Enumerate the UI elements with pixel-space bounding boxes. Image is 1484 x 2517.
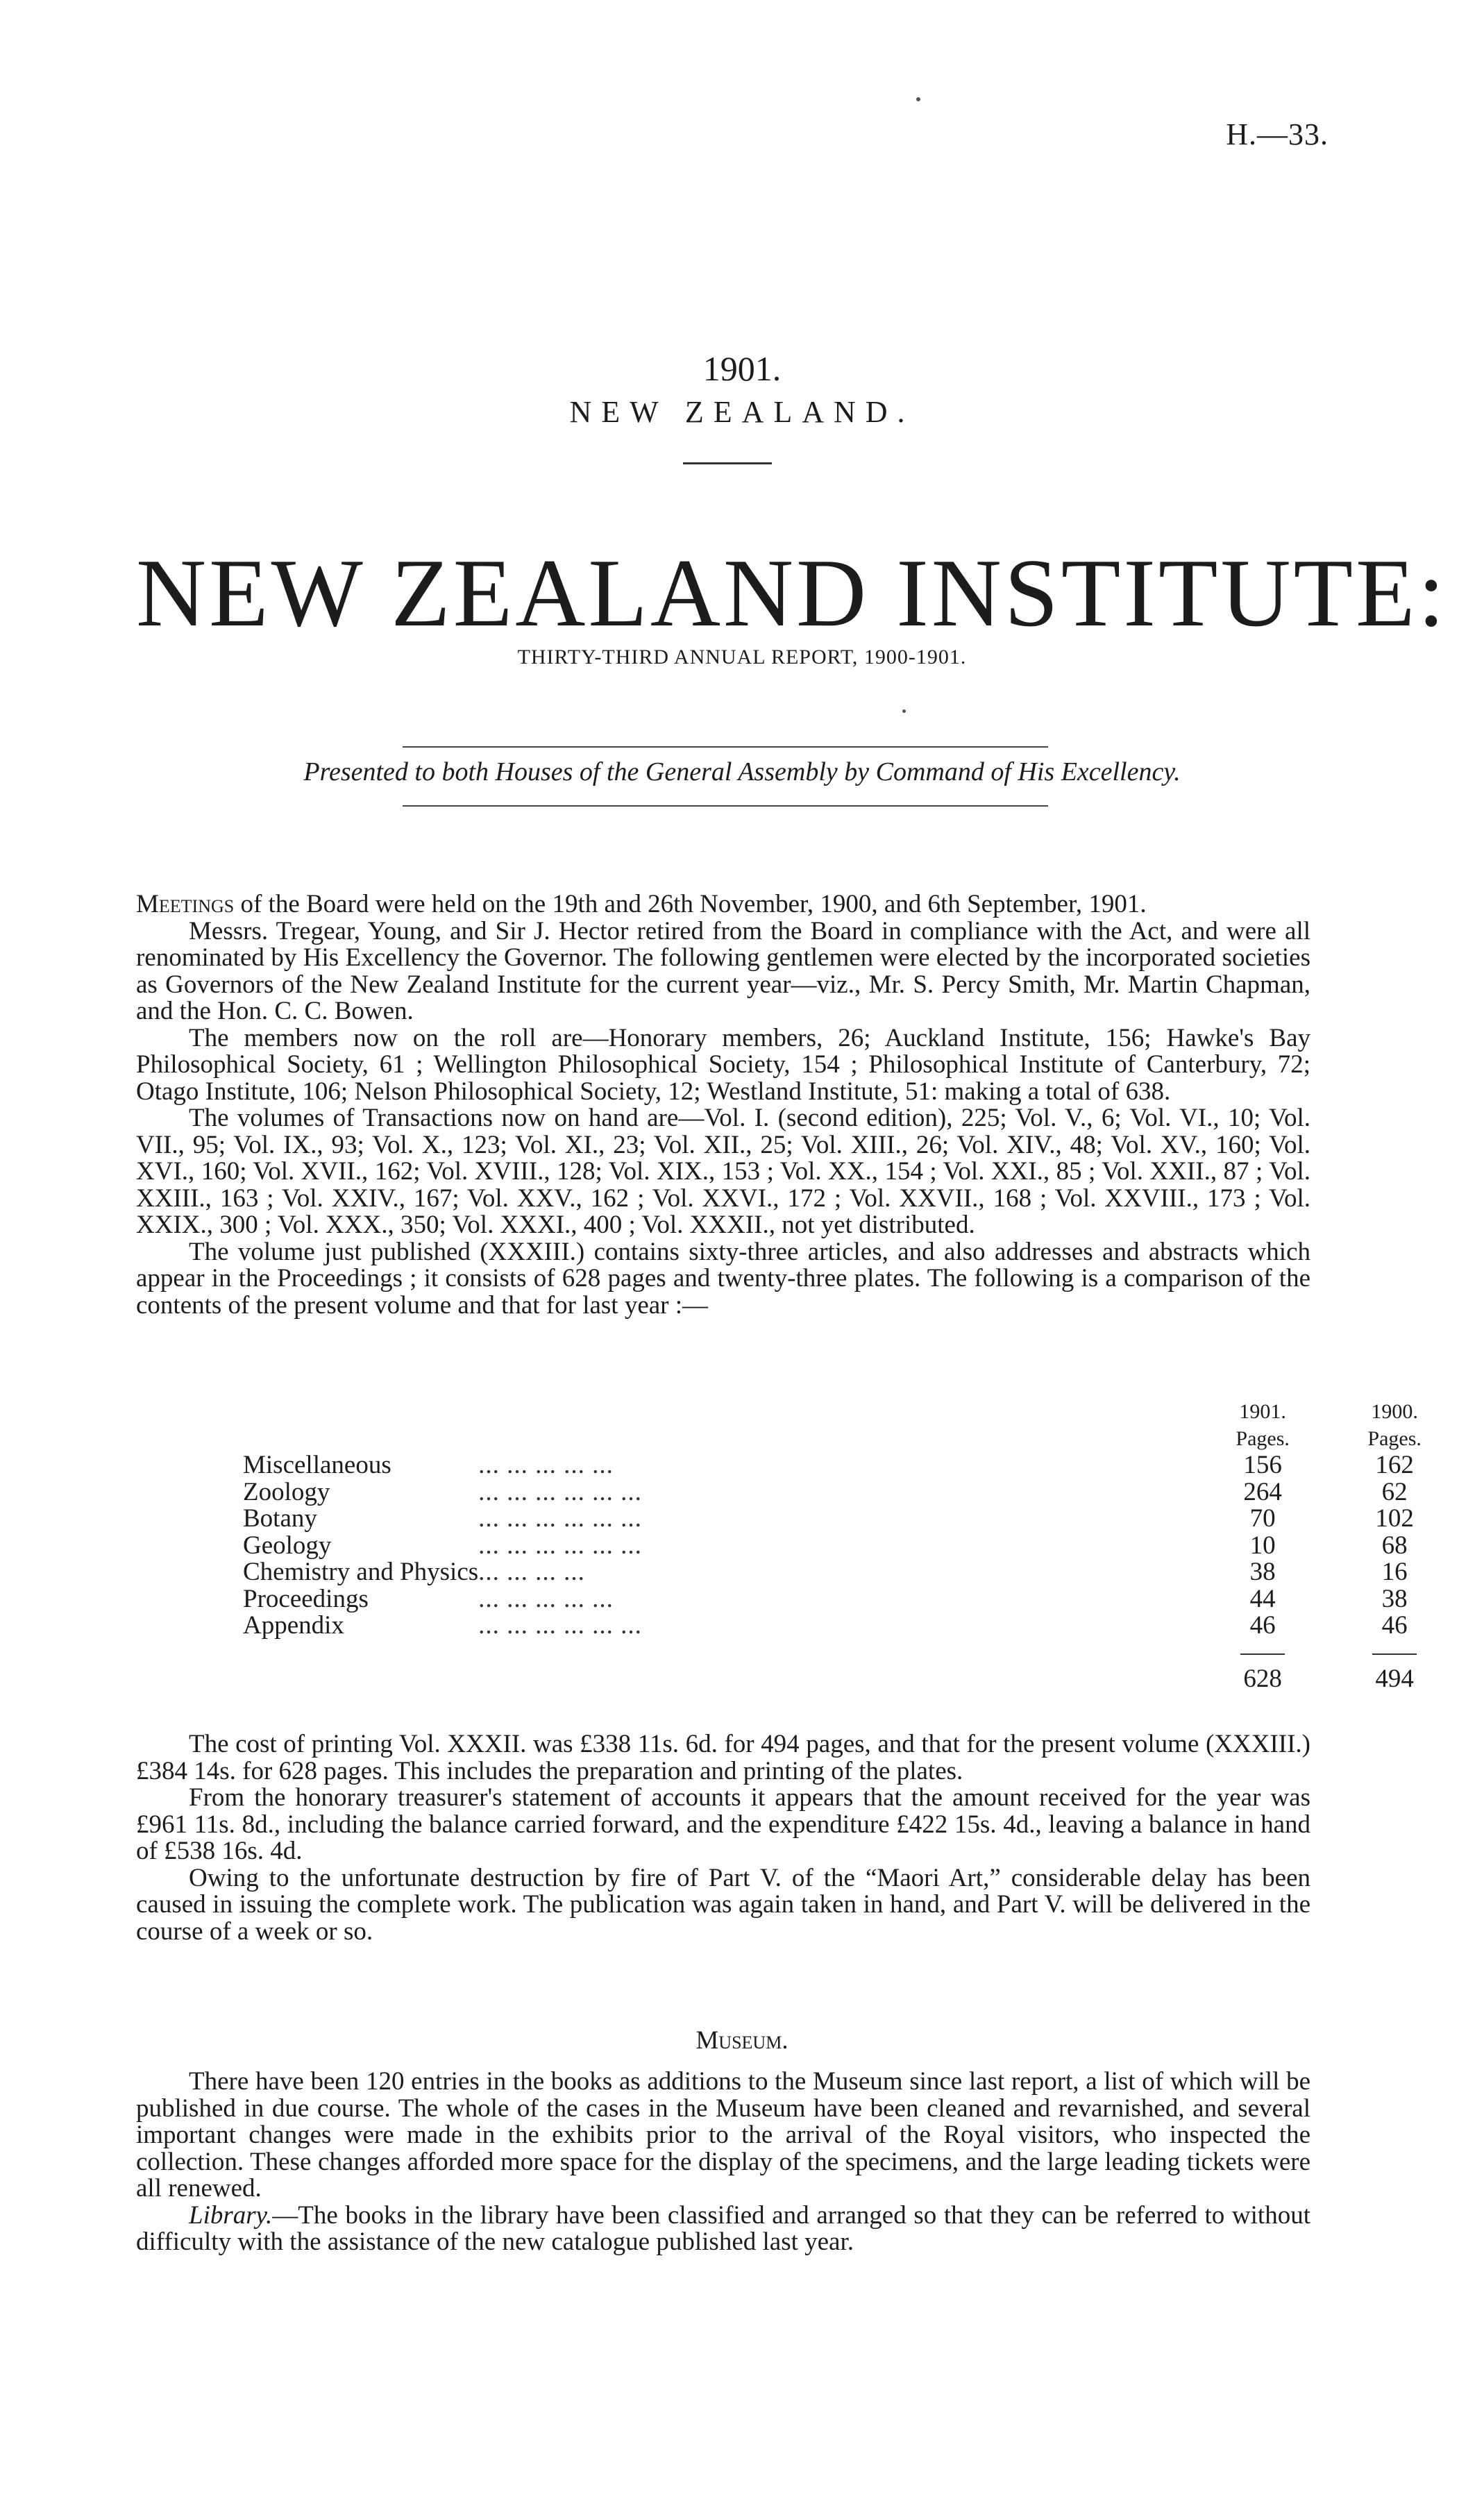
- value-1900: 162: [1375, 1451, 1414, 1479]
- table-row: [243, 1586, 1436, 1613]
- country-heading: NEW ZEALAND.: [569, 395, 915, 429]
- value-1901: 44: [1249, 1584, 1276, 1613]
- treasurer-paragraph: From the honorary treasurer's statement of accounts it appears that the amount received for the year was £961 11s. 8d., including the balance carried forward, and the expenditure £422 15s. 4d., leaving a balance in hand of £538 16s. 4d.: [136, 1783, 1310, 1865]
- value-1901: 70: [1249, 1504, 1276, 1533]
- table-row: [243, 1479, 1436, 1506]
- upper-divider: [403, 746, 1048, 748]
- value-1901: 156: [1243, 1451, 1282, 1479]
- maori-art-paragraph: Owing to the unfortunate destruction by fire of Part V. of the “Maori Art,” considerable delay has been caused in issuing the complete work. The publication was again taken in hand, and Part V. will be delivered in the course of a week or so.: [136, 1863, 1310, 1946]
- members-paragraph: The members now on the roll are—Honorary members, 26; Auckland Institute, 156; Hawke's Bay Philosophical Society, 61 ; Wellington Philosophical Society, 154 ; Philosophical Institute of Canterbury, 72; Otago Institute, 106; Nelson Philosophical Society, 12; Westland Institute, 51: making a total of 638.: [136, 1023, 1310, 1106]
- library-label: Library.: [189, 2200, 273, 2230]
- presentation-line: Presented to both Houses of the General Assembly by Command of His Excellency.: [303, 757, 1181, 786]
- value-1900: 16: [1381, 1558, 1408, 1586]
- museum-entries-paragraph: There have been 120 entries in the books as additions to the Museum since last report, a list of which will be published in due course. The whole of the cases in the Museum have been cleaned and revarnished, and several important changes were made in the exhibits prior to the arrival of the Royal visitors, who inspected the collection. These changes afforded more space for the display of the specimens, and the large leading tickets were all renewed.: [136, 2067, 1310, 2203]
- library-text: —The books in the library have been classified and arranged so that they can be referred to without difficulty with the assistance of the new catalogue published last year.: [136, 2200, 1310, 2256]
- row-dots: ... ... ... ...: [478, 1558, 585, 1586]
- row-label: Zoology: [243, 1477, 330, 1506]
- row-label: Miscellaneous: [243, 1451, 391, 1479]
- museum-section: [136, 2069, 1310, 2256]
- value-1900: 68: [1381, 1531, 1408, 1560]
- report-year: 1901.: [702, 349, 782, 388]
- row-dots: ... ... ... ... ...: [478, 1584, 614, 1613]
- row-dots: ... ... ... ... ... ...: [478, 1531, 642, 1560]
- finance-section: [136, 1731, 1310, 1945]
- row-dots: ... ... ... ... ... ...: [478, 1477, 642, 1506]
- print-speck: [916, 97, 920, 101]
- table-header-units: [243, 1426, 1436, 1453]
- value-1901: 46: [1249, 1611, 1276, 1640]
- sum-rule-1900: [1372, 1653, 1417, 1655]
- row-label: Geology: [243, 1531, 332, 1560]
- page-reference: H.—33.: [1226, 117, 1329, 151]
- meetings-lead: Meetings: [136, 890, 235, 918]
- volumes-paragraph: The volumes of Transactions now on hand are—Vol. I. (second edition), 225; Vol. V., 6; Vol. VI., 10; Vol. VII., 95; Vol. IX., 93; Vol. X., 123; Vol. XI., 23; Vol. XII., 25; Vol. XIII., 26; Vol. XIV., 48; Vol. XV., 160; Vol. XVI., 160; Vol. XVII., 162; Vol. XVIII., 128; Vol. XIX., 153 ; Vol. XX., 154 ; Vol. XXI., 85 ; Vol. XXII., 87 ; Vol. XXIII., 163 ; Vol. XXIV., 167; Vol. XXV., 162 ; Vol. XXVI., 172 ; Vol. XXVII., 168 ; Vol. XXVIII., 173 ; Vol. XXIX., 300 ; Vol. XXX., 350; Vol. XXXI., 400 ; Vol. XXXII., not yet distributed.: [136, 1104, 1310, 1239]
- table-header-years: [243, 1399, 1436, 1426]
- lower-divider: [403, 805, 1048, 807]
- col-1900-unit: Pages.: [1367, 1426, 1422, 1450]
- sum-rule-row: [243, 1640, 1436, 1667]
- volume-published-paragraph: The volume just published (XXXIII.) contains sixty-three articles, and also addresses and abstracts which appear in the Proceedings ; it consists of 628 pages and twenty-three plates. The following is a comparison of the contents of the present volume and that for last year :—: [136, 1237, 1310, 1320]
- sum-rule-1901: [1240, 1653, 1285, 1655]
- total-1900: 494: [1375, 1665, 1414, 1693]
- table-row: [243, 1559, 1436, 1586]
- value-1900: 46: [1381, 1611, 1408, 1640]
- meetings-text: of the Board were held on the 19th and 26th November, 1900, and 6th September, 1901.: [234, 890, 1147, 918]
- col-1900-year: 1900.: [1371, 1400, 1418, 1423]
- short-divider: [683, 462, 772, 464]
- meetings-paragraph: [136, 891, 1310, 918]
- museum-heading: Museum.: [695, 2026, 789, 2055]
- row-dots: ... ... ... ... ...: [478, 1451, 614, 1479]
- retirements-paragraph: Messrs. Tregear, Young, and Sir J. Hector retired from the Board in compliance with the Act, and were all renominated by His Excellency the Governor. The following gentlemen were elected by the incorporated societies as Governors of the New Zealand Institute for the current year—viz., Mr. S. Percy Smith, Mr. Martin Chapman, and the Hon. C. C. Bowen.: [136, 916, 1310, 1025]
- value-1901: 10: [1249, 1531, 1276, 1560]
- value-1900: 38: [1381, 1584, 1408, 1613]
- value-1901: 264: [1243, 1477, 1282, 1506]
- value-1901: 38: [1249, 1558, 1276, 1586]
- row-dots: ... ... ... ... ... ...: [478, 1611, 642, 1640]
- value-1900: 62: [1381, 1477, 1408, 1506]
- row-label: Proceedings: [243, 1584, 369, 1613]
- print-speck: [902, 709, 906, 713]
- table-row: [243, 1506, 1436, 1533]
- totals-row: [243, 1666, 1436, 1693]
- row-label: Chemistry and Physics: [243, 1558, 479, 1586]
- table-row: [243, 1533, 1436, 1560]
- library-paragraph: [136, 2200, 1310, 2256]
- report-subtitle: THIRTY-THIRD ANNUAL REPORT, 1900-1901.: [517, 646, 967, 668]
- value-1900: 102: [1375, 1504, 1414, 1533]
- contents-comparison-table: [243, 1399, 1436, 1693]
- total-1901: 628: [1243, 1665, 1282, 1693]
- intro-section: [136, 891, 1310, 1319]
- col-1901-unit: Pages.: [1236, 1426, 1290, 1450]
- col-1901-year: 1901.: [1239, 1400, 1286, 1423]
- table-row: [243, 1452, 1436, 1479]
- row-label: Appendix: [243, 1611, 344, 1640]
- row-label: Botany: [243, 1504, 317, 1533]
- table-row: [243, 1613, 1436, 1640]
- document-title: NEW ZEALAND INSTITUTE:: [136, 539, 1448, 647]
- printing-cost-paragraph: The cost of printing Vol. XXXII. was £338 11s. 6d. for 494 pages, and that for the present volume (XXXIII.) £384 14s. for 628 pages. This includes the preparation and printing of the plates.: [136, 1730, 1310, 1785]
- row-dots: ... ... ... ... ... ...: [478, 1504, 642, 1533]
